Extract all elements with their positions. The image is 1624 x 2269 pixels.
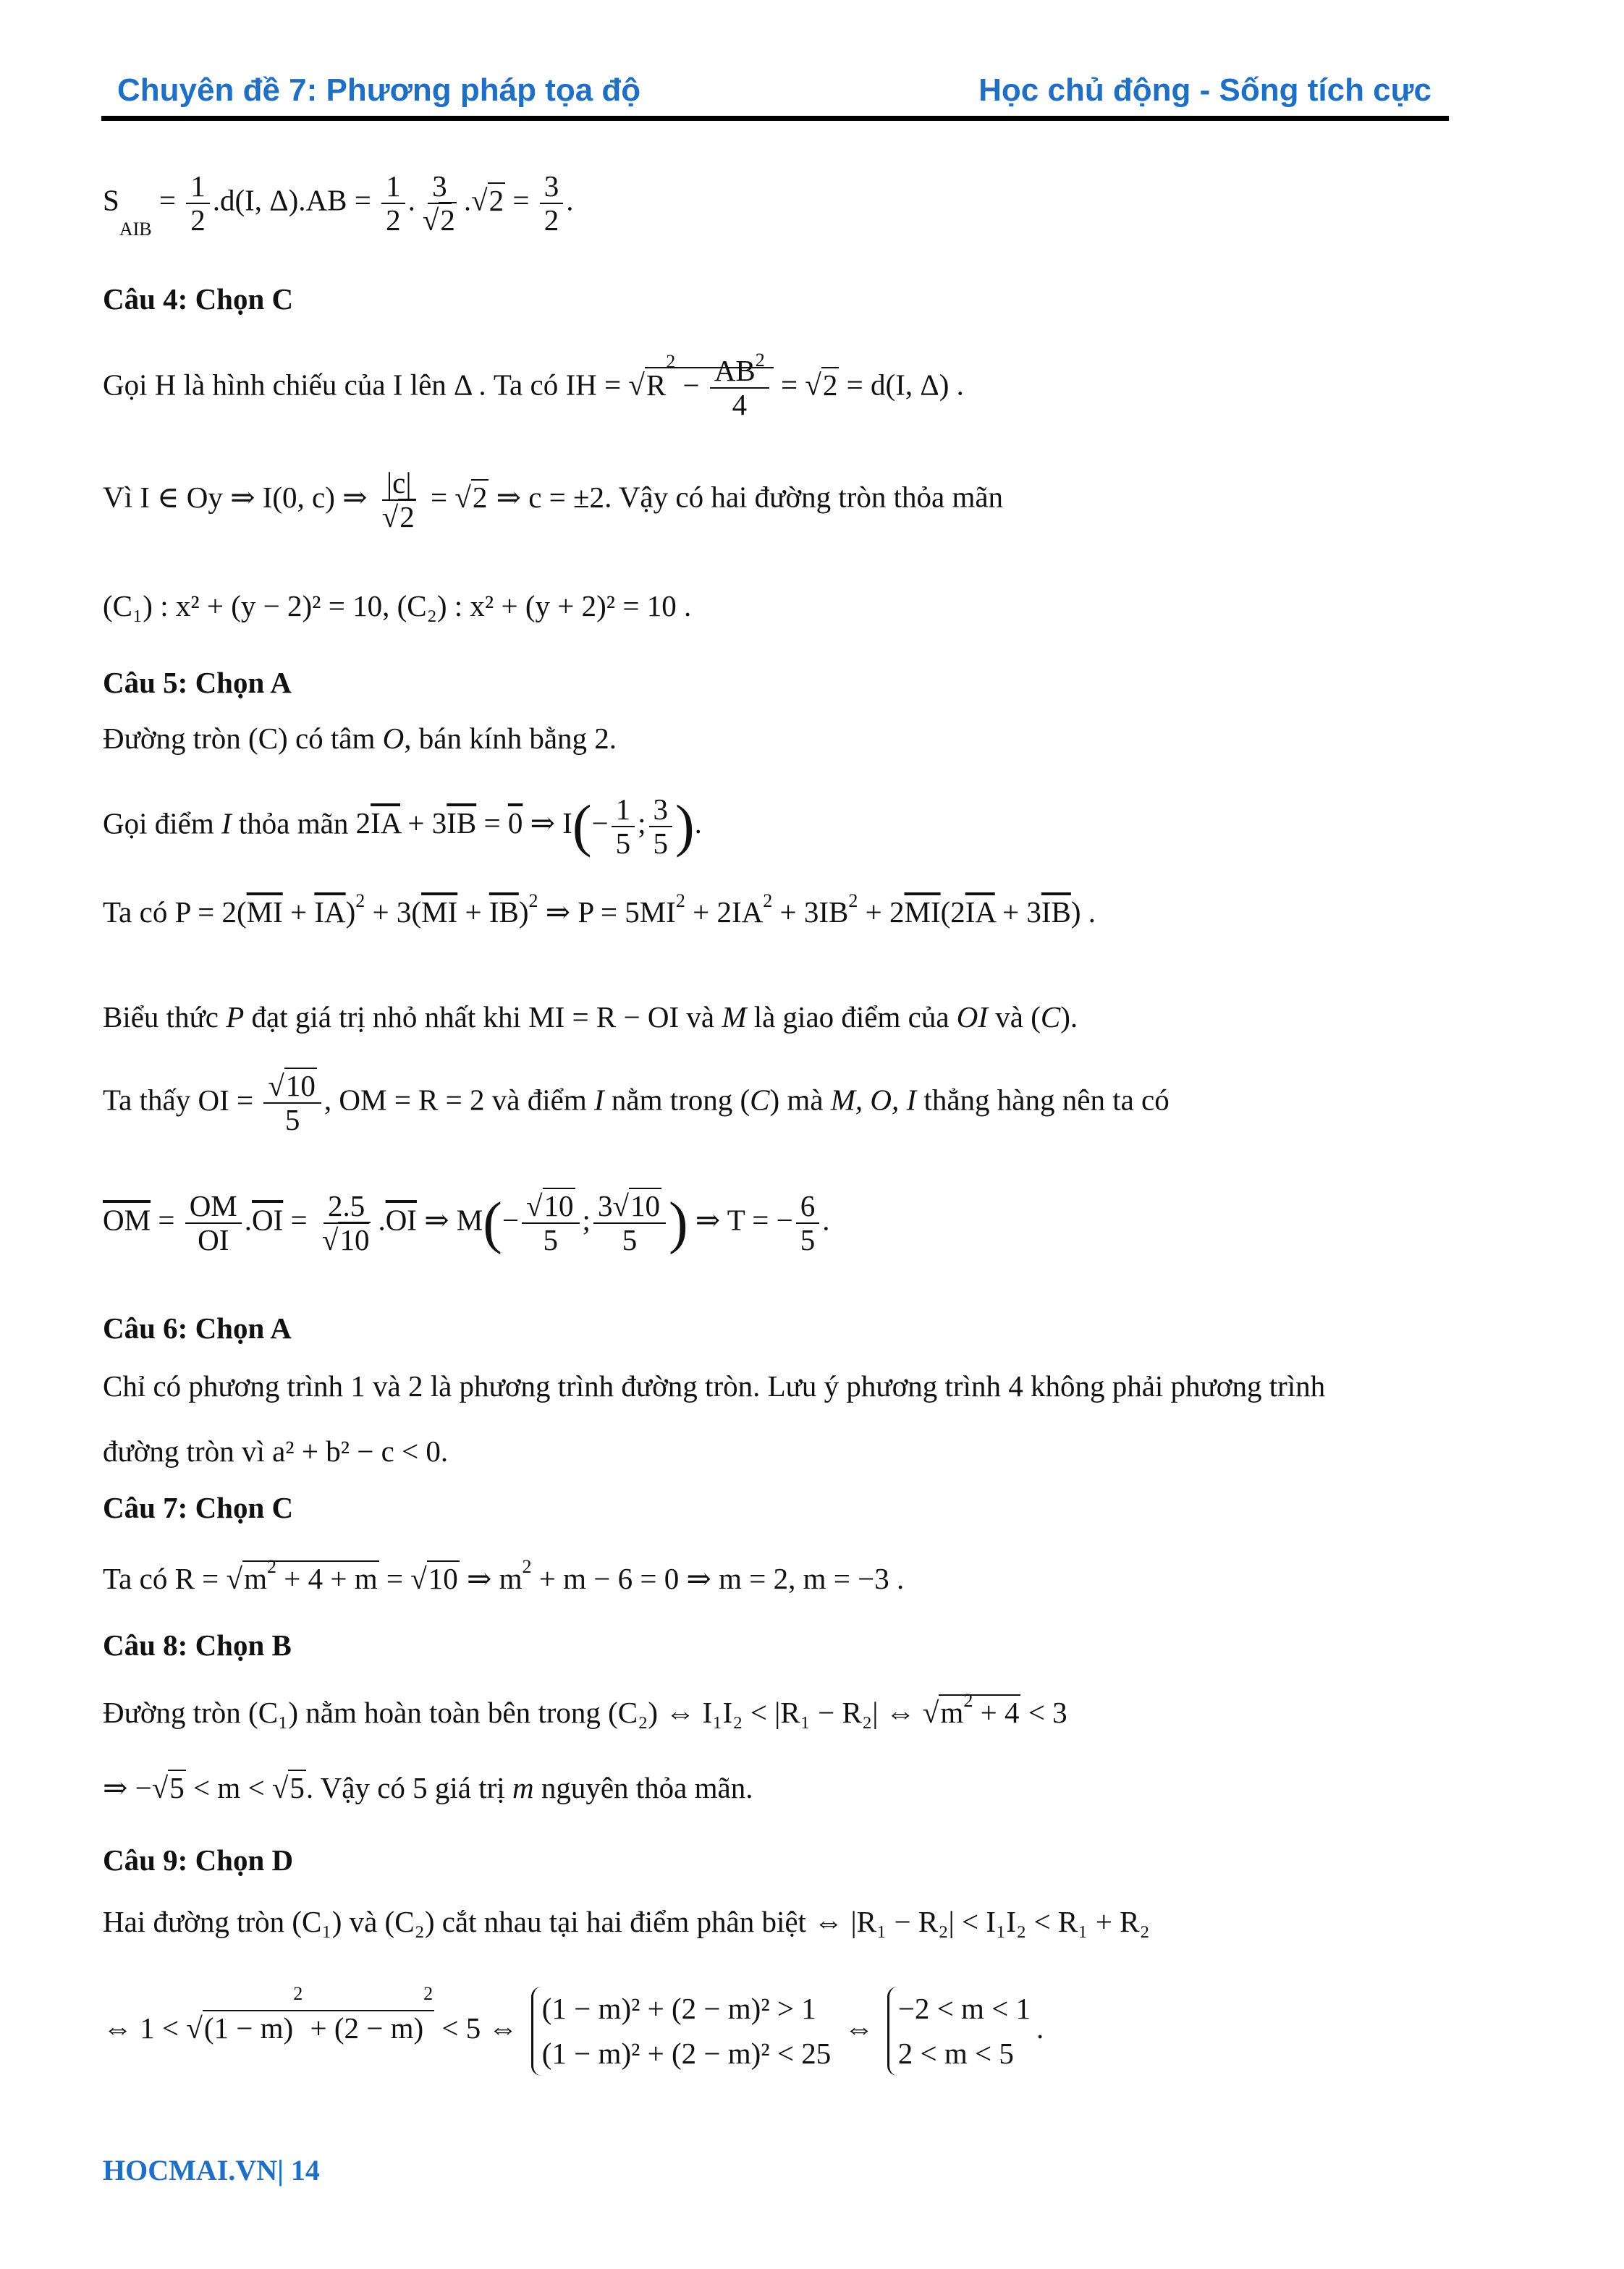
q8-line-1: Đường tròn (C₁) nằm hoàn toàn bên trong (C₂) ⇔ I₁I₂ < |R₁ − R₂| ⇔ $√m^2 + 4 < 3$ xyxy=(103,1690,1067,1729)
q7-line-1: Ta có $R = √m^2 + 4 + m = √10$ ⇒ $m^2 + m - 6 = 0$ ⇒ m = 2, m = −3 . xyxy=(103,1556,905,1595)
header-slogan: Học chủ động - Sống tích cực xyxy=(978,72,1431,108)
q5-line-5: Ta thấy OI = $\frac{√10}{5}$ , OM = R = 2 và điểm I nằm trong (C) mà M, O, I thẳng hàng nên ta có xyxy=(103,1069,1170,1137)
q5-line-2: Gọi điểm I thỏa mãn $2\overline{IA} + 3\overline{IB} = 0$ ⇒ I(− $\frac{1}{5}$ ; $\frac{3}{5}$ ). xyxy=(103,792,702,860)
area-formula: $S_{AIB}$ = $\frac{1}{2}$ .d(I, Δ).AB = $\frac{1}{2}$ . $\frac{3}{√2}$ .√2 = $\frac{3}{2}$ . xyxy=(103,169,574,240)
q5-line-6: $\overline{OM}$ = $\frac{OM}{OI}$ $.\overline{OI}$ = $\frac{2.5}{√10}$ $.\overline{OI}$ ⇒ M(− $\frac{√10}{5}$ ; $\frac{3√10}{5}$ ) ⇒ T = − $\frac{6}{5}$ . xyxy=(103,1188,830,1256)
q9-line-2: ⇔ $1 < √(1 - m)^2 + (2 - m)^2 < 5$ ⇔ (1 − m)² + (2 − m)² > 1 (1 − m)² + (2 − m)² < 25 ⇔ −2 < m < 1 2 < m < 5 . xyxy=(103,1987,1044,2076)
q4-line-3: (C₁) : x² + (y − 2)² = 10, (C₂) : x² + (y + 2)² = 10 . xyxy=(103,589,692,622)
q5-line-4: Biểu thức P đạt giá trị nhỏ nhất khi MI = R − OI và M là giao điểm của OI và (C). xyxy=(103,1000,1078,1034)
question-4-title: Câu 4: Chọn C xyxy=(103,282,294,316)
question-5-title: Câu 5: Chọn A xyxy=(103,666,292,699)
q5-line-1: Đường tròn (C) có tâm O, bán kính bằng 2. xyxy=(103,722,617,755)
header-rule xyxy=(101,116,1449,121)
q9-system-1: (1 − m)² + (2 − m)² > 1 (1 − m)² + (2 − m)² < 25 xyxy=(531,1987,831,2076)
question-9-title: Câu 9: Chọn D xyxy=(103,1843,294,1877)
q5-line-3: Ta có $P = 2(\overline{MI} + \overline{IA})^2 + 3(\overline{MI} + \overline{IB})^2$ ⇒ $P = 5MI^2 + 2IA^2 + 3IB^2 + 2\overline{MI}(2\overline{IA} + 3\overline{IB})$ . xyxy=(103,890,1096,929)
header-topic: Chuyên đề 7: Phương pháp tọa độ xyxy=(117,72,641,108)
q9-line-1: Hai đường tròn (C₁) và (C₂) cắt nhau tại hai điểm phân biệt ⇔ |R₁ − R₂| < I₁I₂ < R₁ + R₂ xyxy=(103,1905,1150,1938)
q4-line-2: Vì I ∈ Oy ⇒ I(0, c) ⇒ $\frac{|c|}{√2}$ = √2 ⇒ c = ±2. Vậy có hai đường tròn thỏa mãn xyxy=(103,466,1004,534)
q8-line-2: ⇒ −√5 < m < √5. Vậy có 5 giá trị m nguyên thỏa mãn. xyxy=(103,1771,753,1804)
q6-line-1: Chỉ có phương trình 1 và 2 là phương trình đường tròn. Lưu ý phương trình 4 không phải phương trình xyxy=(103,1369,1326,1403)
page-footer: HOCMAI.VN| 14 xyxy=(103,2154,320,2186)
question-6-title: Câu 6: Chọn A xyxy=(103,1311,292,1345)
question-8-title: Câu 8: Chọn B xyxy=(103,1628,292,1662)
question-7-title: Câu 7: Chọn C xyxy=(103,1491,294,1524)
q9-system-2: −2 < m < 1 2 < m < 5 xyxy=(887,1987,1031,2076)
q4-line-1: Gọi H là hình chiếu của I lên Δ . Ta có IH = $√R^2$ − $\frac{AB^2}{4}$ = √2 = d(I, Δ) . xyxy=(103,350,964,422)
q6-line-2: đường tròn vì a² + b² − c < 0. xyxy=(103,1435,449,1468)
